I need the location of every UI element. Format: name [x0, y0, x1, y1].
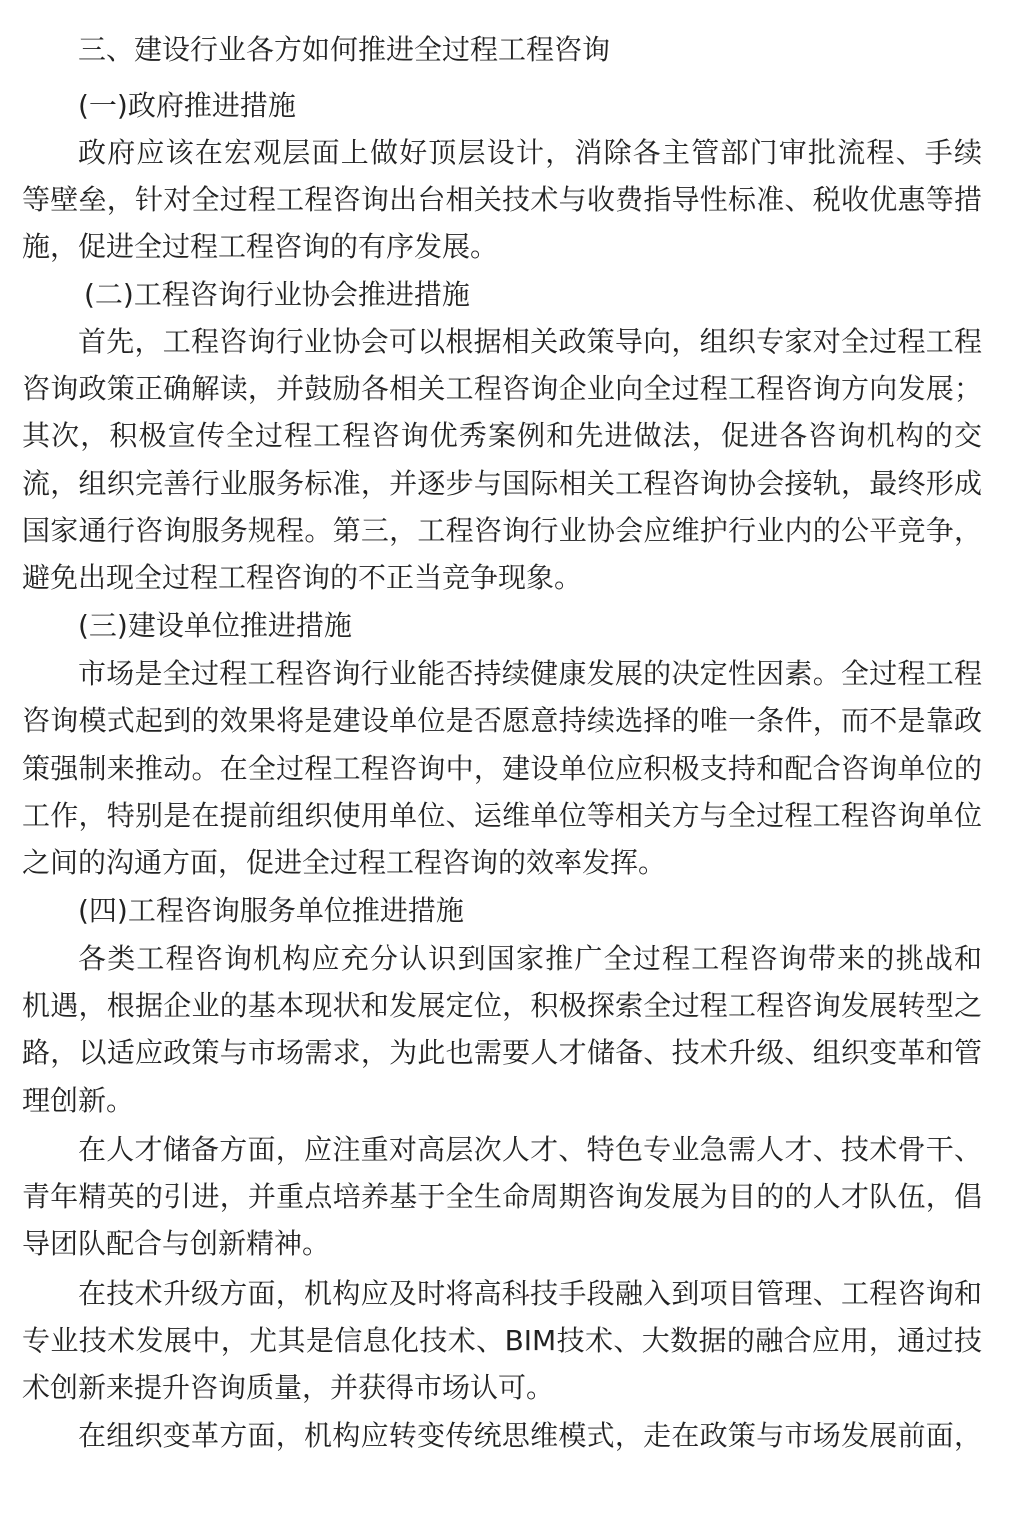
paragraph-line: 在人才储备方面，应注重对高层次人才、特色专业急需人才、技术骨干、	[78, 1133, 982, 1166]
paragraph-line: 市场是全过程工程咨询行业能否持续健康发展的决定性因素。全过程工程	[78, 657, 982, 690]
section-title: 三、建设行业各方如何推进全过程工程咨询	[78, 33, 611, 66]
paragraph-line: 机遇，根据企业的基本现状和发展定位，积极探索全过程工程咨询发展转型之	[22, 989, 982, 1022]
paragraph-line: 理创新。	[22, 1084, 135, 1117]
paragraph-line: 工作，特别是在提前组织使用单位、运维单位等相关方与全过程工程咨询单位	[22, 799, 982, 832]
paragraph-line: 术创新来提升咨询质量，并获得市场认可。	[22, 1371, 555, 1404]
paragraph-line: 其次，积极宣传全过程工程咨询优秀案例和先进做法，促进各咨询机构的交	[22, 419, 982, 452]
paragraph-line: 避免出现全过程工程咨询的不正当竞争现象。	[22, 561, 583, 594]
paragraph-line: 策强制来推动。在全过程工程咨询中，建设单位应积极支持和配合咨询单位的	[22, 752, 982, 785]
paragraph-line: 各类工程咨询机构应充分认识到国家推广全过程工程咨询带来的挑战和	[78, 942, 982, 975]
paragraph-line: 政府应该在宏观层面上做好顶层设计，消除各主管部门审批流程、手续	[78, 136, 982, 169]
paragraph-line: 咨询政策正确解读，并鼓励各相关工程咨询企业向全过程工程咨询方向发展；	[22, 372, 982, 405]
paragraph-line: 青年精英的引进，并重点培养基于全生命周期咨询发展为目的的人才队伍，倡	[22, 1180, 982, 1213]
paragraph-line: 专业技术发展中，尤其是信息化技术、BIM技术、大数据的融合应用，通过技	[22, 1324, 982, 1357]
paragraph-line: 路，以适应政策与市场需求，为此也需要人才储备、技术升级、组织变革和管	[22, 1036, 982, 1069]
paragraph-line: 在技术升级方面，机构应及时将高科技手段融入到项目管理、工程咨询和	[78, 1277, 982, 1310]
subsection-title-consultancy: (四)工程咨询服务单位推进措施	[78, 894, 464, 927]
paragraph-line: 在组织变革方面，机构应转变传统思维模式，走在政策与市场发展前面，	[78, 1419, 982, 1452]
paragraph-line: 首先，工程咨询行业协会可以根据相关政策导向，组织专家对全过程工程	[78, 325, 982, 358]
paragraph-line: 施，促进全过程工程咨询的有序发展。	[22, 230, 499, 263]
paragraph-line: 之间的沟通方面，促进全过程工程咨询的效率发挥。	[22, 846, 667, 879]
subsection-title-association: (二)工程咨询行业协会推进措施	[84, 278, 470, 311]
subsection-title-government: (一)政府推进措施	[78, 89, 296, 122]
paragraph-line: 等壁垒，针对全过程工程咨询出台相关技术与收费指导性标准、税收优惠等措	[22, 183, 982, 216]
paragraph-line: 咨询模式起到的效果将是建设单位是否愿意持续选择的唯一条件，而不是靠政	[22, 704, 982, 737]
paragraph-line: 导团队配合与创新精神。	[22, 1227, 331, 1260]
paragraph-line: 国家通行咨询服务规程。第三，工程咨询行业协会应维护行业内的公平竞争，	[22, 514, 982, 547]
subsection-title-developer: (三)建设单位推进措施	[78, 609, 352, 642]
paragraph-line: 流，组织完善行业服务标准，并逐步与国际相关工程咨询协会接轨，最终形成	[22, 467, 982, 500]
